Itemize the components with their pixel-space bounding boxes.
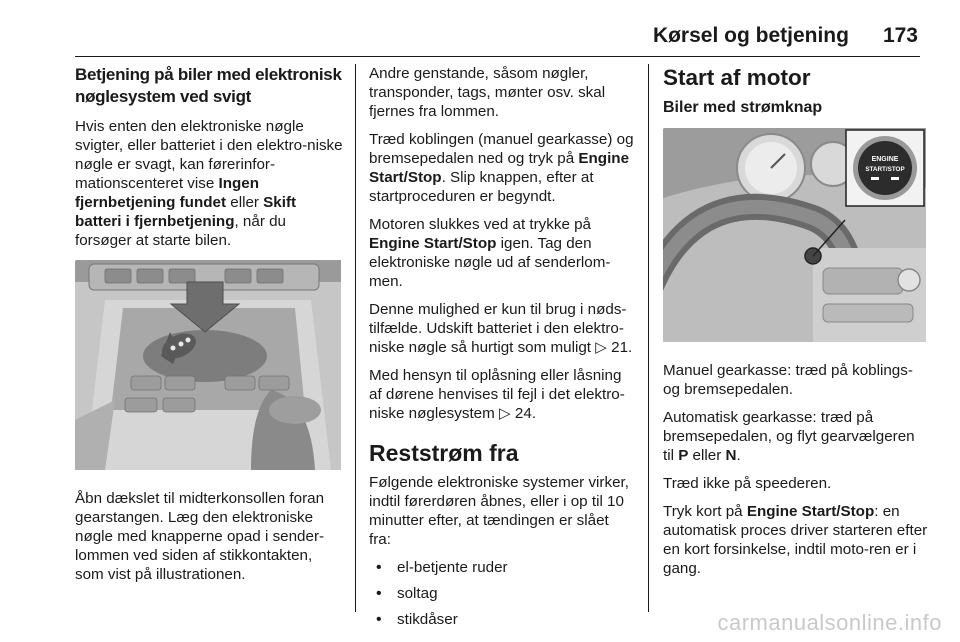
column-1: [75, 64, 343, 593]
stop-paragraph: Motoren slukkes ved at trykke på Engine Start/Stop igen. Tag den elektroniske nøgle ud af senderlom-men.: [369, 216, 611, 290]
page-ref-24[interactable]: 24.: [514, 405, 537, 422]
locking-paragraph: [369, 366, 634, 423]
console-key-pocket-illustration: [75, 260, 343, 475]
column-3: [663, 64, 928, 587]
watermark: carmanualsonline.info: [717, 610, 942, 635]
bold-term: Ingen fjernbetjening fundet: [75, 175, 260, 211]
automatic-gearbox-paragraph: Automatisk gearkasse: træd på bremsepedalen, og flyt gearvælgeren til P eller N.: [663, 409, 915, 464]
instruction-paragraph: Åbn dækslet til midterkonsollen foran gearstangen. Læg den elektroniske nøgle med knapperne opad i sender-lommen ved siden af stikkontakten, som vist på illustrationen.: [75, 490, 325, 583]
retained-power-list: [369, 558, 634, 629]
no-accelerator-paragraph: Træd ikke på speederen.: [663, 475, 832, 492]
engine-start-heading: Start af motor: [663, 65, 811, 90]
other-objects-paragraph: Andre genstande, såsom nøgler, transponder, tags, mønter osv. skal fjernes fra lommen.: [369, 65, 606, 120]
start-paragraph: Træd koblingen (manuel gearkasse) og bremsepedalen ned og tryk på Engine Start/Stop. Slip knappen, efter at startproceduren er begyndt.: [369, 131, 634, 205]
page-ref-arrow-icon[interactable]: ▷: [499, 405, 511, 422]
list-item: • el-betjente ruder: [369, 558, 634, 577]
emergency-note-paragraph: [369, 300, 634, 357]
bold-term: Engine Start/Stop: [369, 150, 630, 186]
column-2: [369, 64, 634, 636]
failure-paragraph: Hvis enten den elektroniske nøgle svigter, eller batteriet i den elektro-niske nøgle er svagt, kan førerinfor-mationscenteret vise Ingen fjernbetjening fundet eller Skift batteri i fjernbetjening, når du forsøger at starte bilen.: [75, 118, 343, 249]
locking-text: Med hensyn til oplåsning eller låsning af dørene henvises til fejl i det elektro-niske nøglesystem: [369, 367, 625, 422]
bold-term: Engine Start/Stop: [369, 235, 497, 252]
column-divider-1: [355, 64, 356, 612]
page-number: 173: [882, 24, 918, 47]
list-item: • soltag: [369, 584, 634, 603]
list-item: • stikdåser: [369, 610, 634, 629]
retained-power-paragraph: Følgende elektroniske systemer virker, indtil førerdøren åbnes, eller i op til 10 minutter efter, at tændingen er slået fra:: [369, 474, 629, 548]
dashboard-image: [663, 128, 926, 342]
bold-term: P: [678, 447, 689, 464]
manual-gearbox-paragraph: Manuel gearkasse: træd på koblings- og bremsepedalen.: [663, 362, 913, 398]
console-image: [75, 260, 341, 470]
retained-power-heading: Reststrøm fra: [369, 440, 519, 466]
bold-term: Skift batteri i fjernbetjening: [75, 194, 297, 230]
header-title: Kørsel og betjening: [652, 24, 849, 47]
engine-button-label-1: ENGINE: [871, 156, 899, 163]
page-header: [653, 24, 918, 54]
page-ref-21[interactable]: 21.: [611, 339, 633, 356]
bold-term: N: [725, 447, 737, 464]
header-rule: [75, 56, 920, 57]
emergency-heading: Betjening på biler med elektronisk nøglesystem ved svigt: [75, 65, 342, 106]
dashboard-illustration: [663, 128, 928, 347]
page-ref-arrow-icon[interactable]: ▷: [595, 339, 607, 356]
power-button-subheading: Biler med strømknap: [663, 99, 823, 116]
emergency-note-text: Denne mulighed er kun til brug i nøds-tilfælde. Udskift batteriet i den elektro-niske nøgle så hurtigt som muligt: [369, 301, 627, 356]
engine-button-label-2: START/STOP: [865, 166, 905, 173]
bold-term: Engine Start/Stop: [746, 503, 875, 520]
press-button-paragraph: Tryk kort på Engine Start/Stop: en automatisk proces driver starteren efter en kort forsinkelse, indtil moto-ren er i gang.: [663, 503, 928, 577]
column-divider-2: [648, 64, 649, 612]
